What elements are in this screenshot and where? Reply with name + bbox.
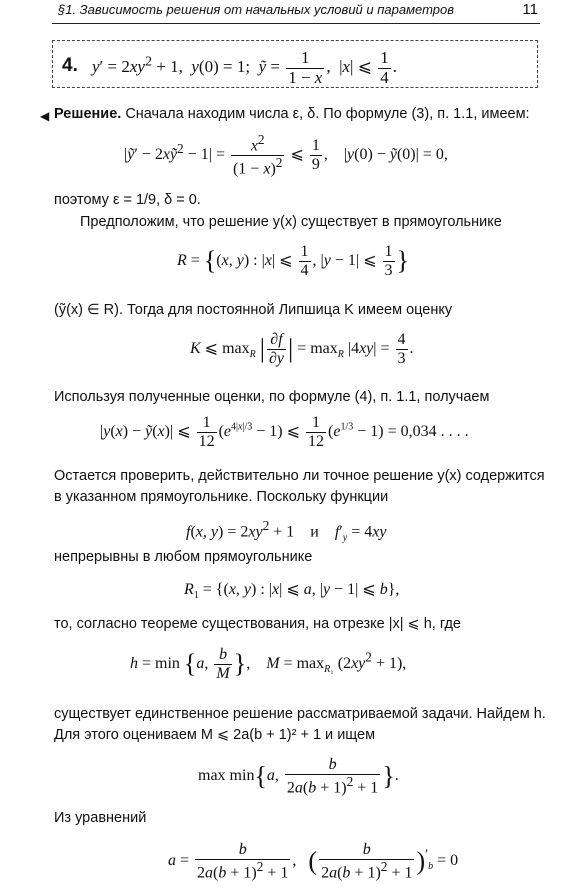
- problem-number: 4.: [62, 55, 78, 76]
- equation-rectangle-R: R = {(x, y) : |x| ⩽ $\frac{1}{4}$ , |y − 1| ⩽ $\frac{1}{3}$ }: [177, 243, 409, 279]
- equation-error-estimate: |y(x) − ỹ(x)| ⩽ $\frac{1}{12}$ $(e^{4|x|/3} - 1)$ ⩽ $\frac{1}{12}$ $(e^{1/3} - 1) = 0,034$ . . . .: [100, 414, 469, 450]
- equation-maxmin: max min{a, $\frac{b}{2a(b + 1)^2 + 1}$ }.: [198, 756, 399, 796]
- equation-lipschitz-bound: K ⩽ $\max_R$ | $\frac{\partial f}{\partial y}$ | = $\max_R |4xy|$ = $\frac{4}{3}$ .: [190, 331, 414, 367]
- line-unique: существует единственное решение рассматриваемой задачи. Найдем h.: [54, 706, 546, 722]
- line-continuous: непрерывны в любом прямоугольнике: [54, 549, 313, 565]
- line-lipschitz: (ỹ(x) ∈ R). Тогда для постоянной Липшица K имеем оценку: [54, 302, 453, 318]
- page-number: 11: [522, 1, 538, 18]
- equation-f: f(x, $y) = 2xy^2 + 1$ и $f'_y = 4xy$: [186, 518, 387, 544]
- equation-rectangle-R1: $R_1 = \{(x$, y) : |x| ⩽ a, |y − 1| ⩽ b},: [184, 581, 400, 602]
- problem-statement: $y' = 2xy^2 + 1$, y(0) = 1; ỹ = $\frac{1}{1 - x}$ , |x| ⩽ $\frac{1}{4}$ .: [92, 48, 397, 87]
- solution-label: Решение.: [54, 106, 122, 122]
- line-remains-2: в указанном прямоугольнике. Поскольку функции: [54, 489, 389, 505]
- solution-intro: Сначала находим числа ε, δ. По формуле (3), п. 1.1, имеем:: [125, 106, 530, 122]
- line-remains-1: Остается проверить, действительно ли точное решение y(x) содержится: [54, 468, 545, 484]
- solution-marker-icon: ◀: [40, 109, 50, 123]
- line-from: Из уравнений: [54, 810, 147, 826]
- equation-system: a = $\frac{b}{2a(b + 1)^2 + 1}$ , ( $\frac{b}{2a(b + 1)^2 + 1}$ )$'_b = 0$: [168, 841, 459, 881]
- running-header: [58, 0, 538, 22]
- header-rule: [52, 23, 540, 24]
- line-using: Используя полученные оценки, по формуле (4), п. 1.1, получаем: [54, 389, 490, 405]
- header-title: §1. Зависимость решения от начальных условий и параметров: [58, 2, 455, 17]
- equation-residual: |ỹ′ − 2xỹ$^2$ − 1| = $\frac{x^2}{(1 - x)^2}$ ⩽ $\frac{1}{9}$ , |y(0) − ỹ(0)| = 0,: [124, 132, 448, 178]
- solution-intro-line: [54, 106, 530, 122]
- line-estimate: Для этого оцениваем M ⩽ 2a(b + 1)² + 1 и ищем: [54, 727, 376, 743]
- line-eps: поэтому ε = 1/9, δ = 0.: [54, 192, 201, 208]
- line-suppose: Предположим, что решение y(x) существует в прямоугольнике: [80, 214, 502, 230]
- line-theorem: то, согласно теореме существования, на отрезке |x| ⩽ h, где: [54, 616, 461, 632]
- equation-h-M: h = min {a, $\frac{b}{M}$ }, $M = \max_{R_1} (2xy^2 + 1)$,: [130, 646, 407, 682]
